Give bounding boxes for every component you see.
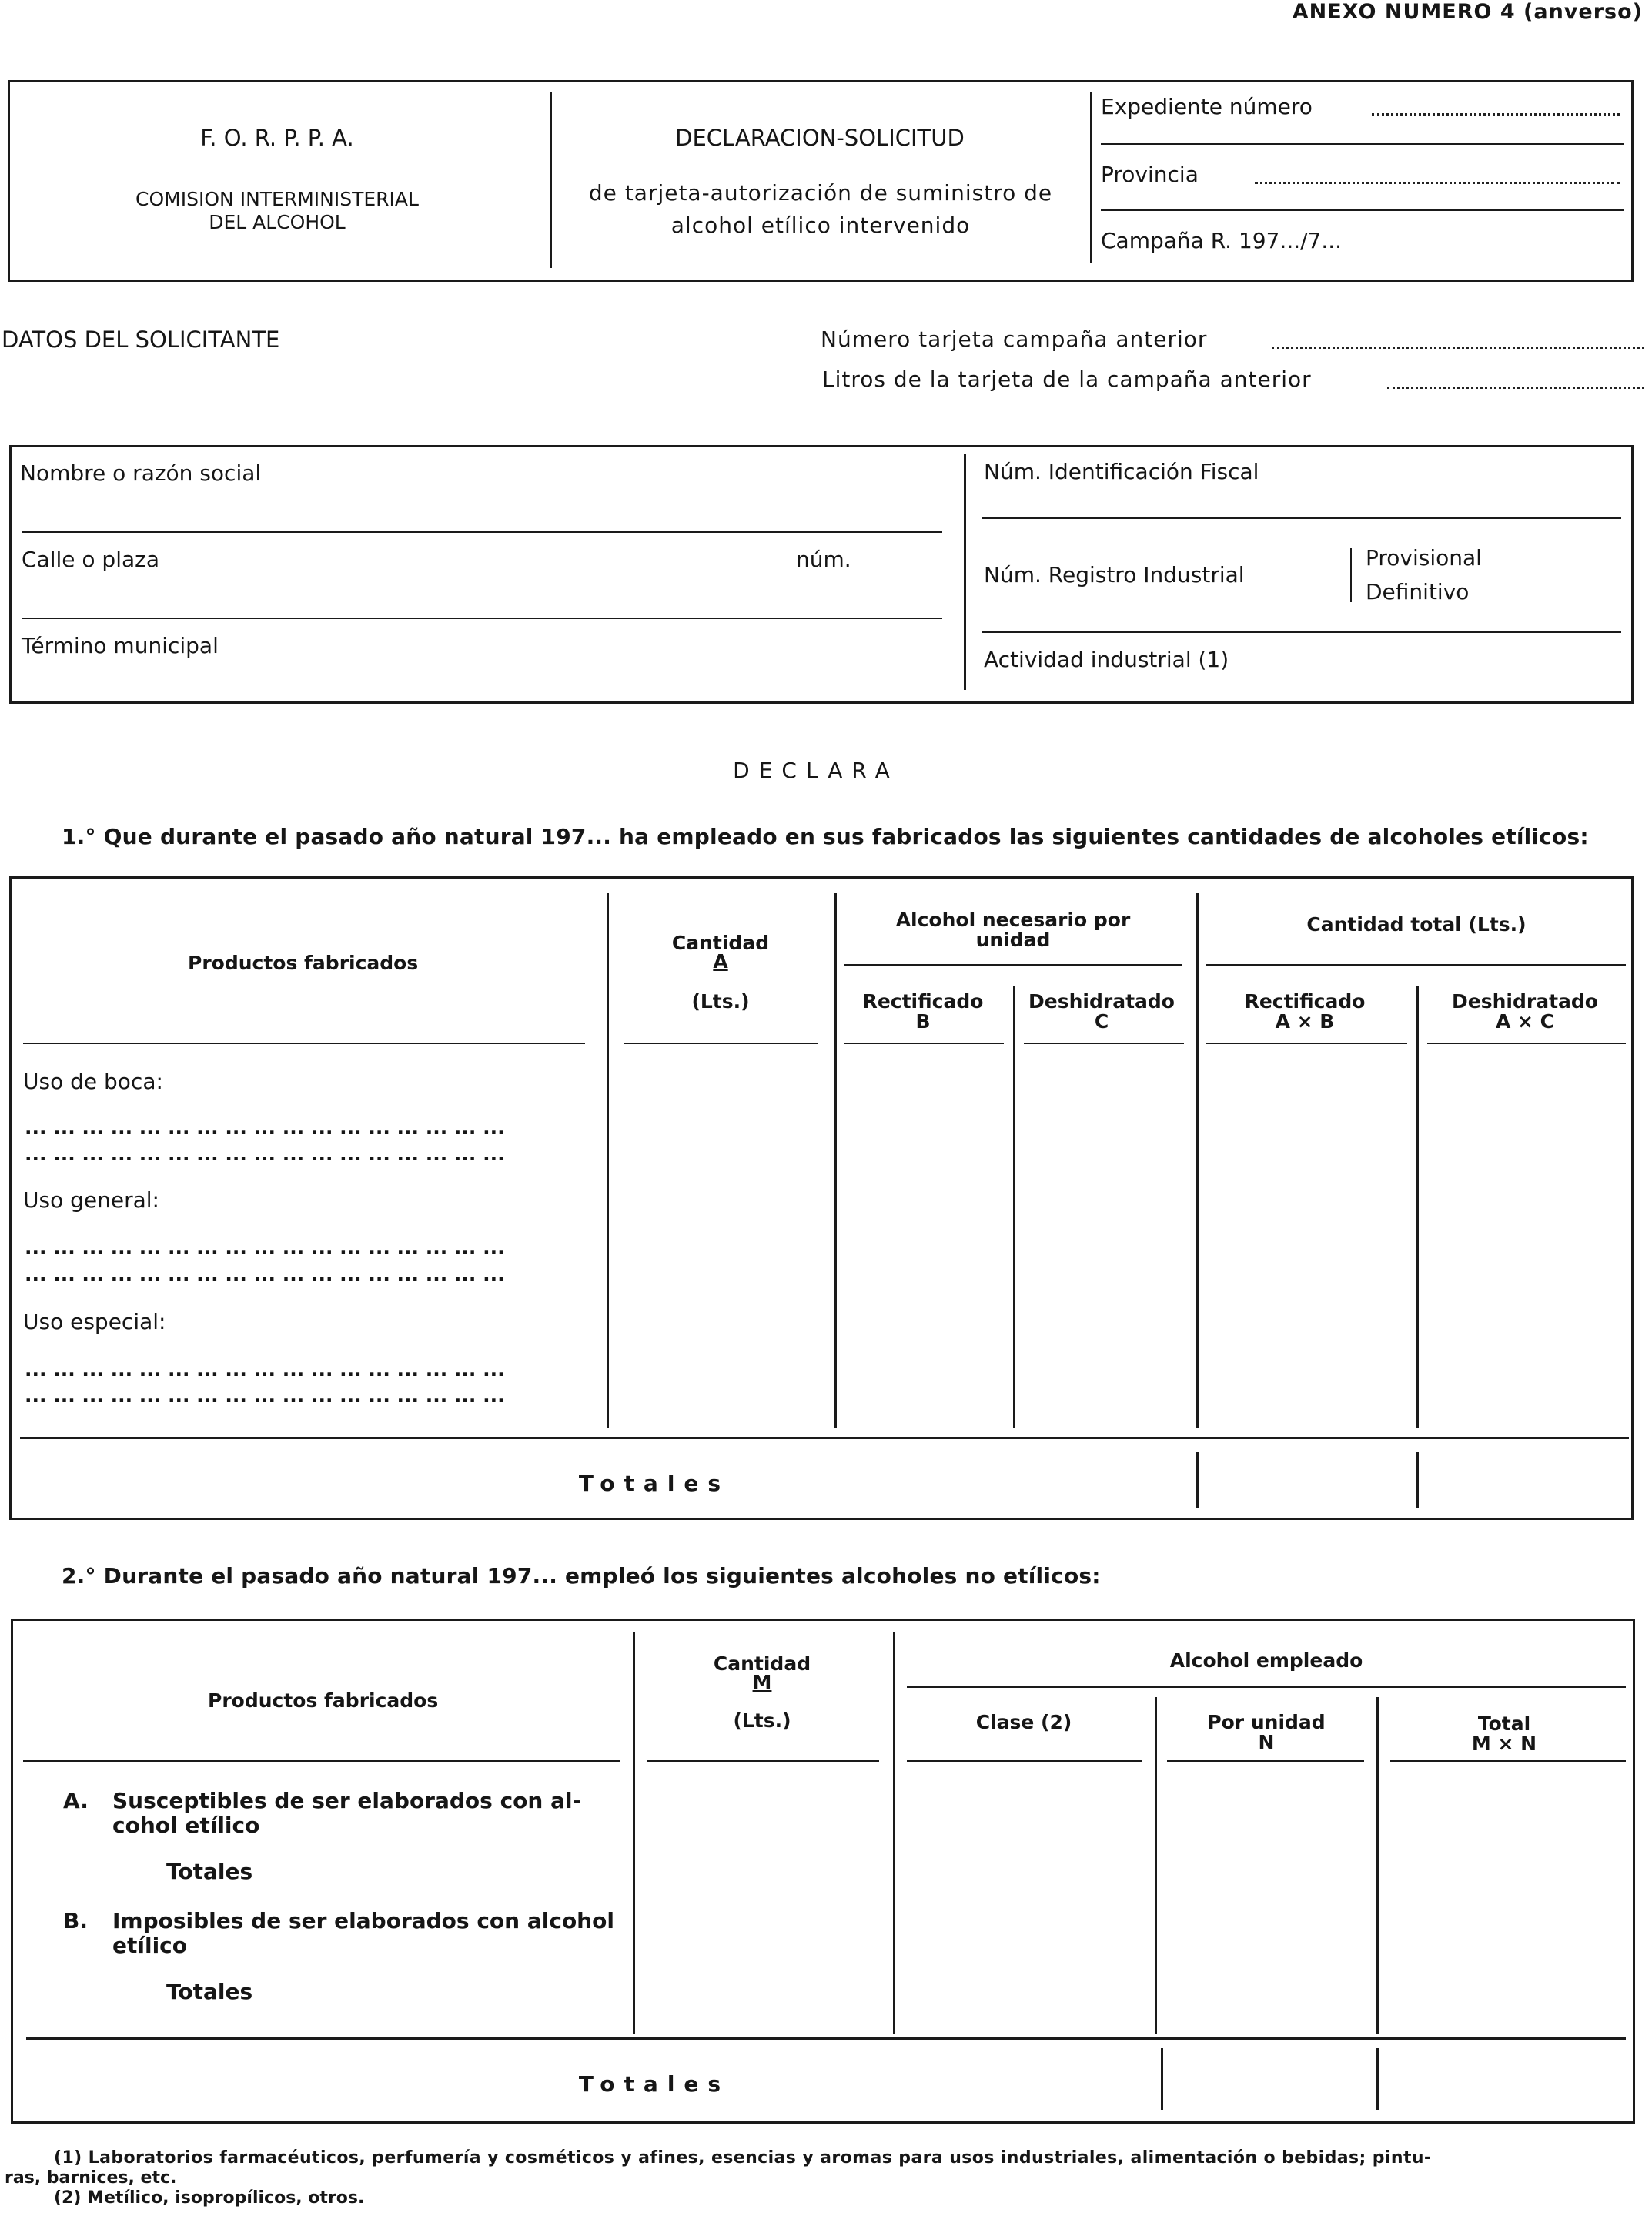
t1-col-cantidad-unit: (Lts.) [691, 990, 750, 1013]
t1-dots-especial-2[interactable]: ... ... ... ... ... ... ... ... ... ... ... ... ... ... ... ... ... [25, 1384, 505, 1407]
t1-col-total-rect: Rectificado [1244, 990, 1366, 1013]
t2-header-rule-5 [1390, 1760, 1626, 1762]
t1-alcohol-underline [844, 964, 1182, 966]
termino-label: Término municipal [22, 633, 219, 658]
provisional-option[interactable]: Provisional [1366, 545, 1482, 571]
t1-dots-boca-1[interactable]: ... ... ... ... ... ... ... ... ... ... ... ... ... ... ... ... ... [25, 1117, 505, 1139]
provincia-line [1101, 209, 1624, 211]
t2-col-alcohol-empleado: Alcohol empleado [1169, 1649, 1363, 1672]
t1-dots-especial-1[interactable]: ... ... ... ... ... ... ... ... ... ... ... ... ... ... ... ... ... [25, 1358, 505, 1381]
prev-card-liters-field[interactable] [1387, 387, 1644, 389]
t1-col-cantidad-sym: A [713, 950, 728, 973]
section2-heading: 2.° Durante el pasado año natural 197... empleó los siguientes alcoholes no etílicos: [62, 1563, 1101, 1589]
t1-vline-4 [1196, 893, 1199, 1428]
t2-totales: Totales [578, 2071, 731, 2097]
t1-col-total-rect-sym: A × B [1275, 1010, 1335, 1033]
t1-col-total-desh-sym: A × C [1495, 1010, 1555, 1033]
footnote-1-line2: ras, barnices, etc. [5, 2168, 177, 2188]
nombre-line[interactable] [22, 531, 942, 533]
t1-total-underline [1206, 964, 1626, 966]
t2-col-por-unidad-sym: N [1258, 1731, 1275, 1753]
applicant-divider [964, 454, 966, 690]
provincia-field[interactable] [1255, 182, 1620, 184]
registro-line [982, 631, 1621, 633]
calle-line[interactable] [22, 618, 942, 619]
t2-col-por-unidad: Por unidad [1207, 1711, 1326, 1733]
actividad-label: Actividad industrial (1) [984, 647, 1229, 672]
t2-col-cantidad: Cantidad [713, 1652, 811, 1675]
t1-col-deshidratado-sym: C [1094, 1010, 1109, 1033]
num-label: núm. [796, 547, 851, 572]
t1-totals-rule [20, 1437, 1629, 1439]
t1-header-rule-2 [624, 1043, 818, 1044]
t1-col-cantidad: Cantidad [671, 932, 770, 954]
t1-dots-general-1[interactable]: ... ... ... ... ... ... ... ... ... ... ... ... ... ... ... ... ... [25, 1237, 505, 1259]
t1-col-productos: Productos fabricados [188, 952, 419, 974]
t1-vline-2 [834, 893, 837, 1428]
t1-dots-boca-2[interactable]: ... ... ... ... ... ... ... ... ... ... ... ... ... ... ... ... ... [25, 1143, 505, 1165]
nif-line[interactable] [982, 517, 1621, 519]
t1-col-deshidratado: Deshidratado [1028, 990, 1175, 1013]
t2-col-cantidad-sym: M [752, 1671, 772, 1693]
t1-uso-boca: Uso de boca: [23, 1069, 163, 1094]
t1-uso-general: Uso general: [23, 1187, 159, 1213]
t1-vline-3 [1013, 986, 1015, 1428]
org-line1: COMISION INTERMINISTERIAL [135, 188, 419, 210]
t2-col-cantidad-unit: (Lts.) [733, 1709, 791, 1732]
t1-col-rectificado: Rectificado [862, 990, 984, 1013]
t2-col-total: Total [1477, 1712, 1531, 1735]
t1-totals-cell-2[interactable] [1416, 1452, 1419, 1508]
t2-col-productos: Productos fabricados [208, 1689, 439, 1712]
t2-header-rule-2 [647, 1760, 879, 1762]
calle-label: Calle o plaza [22, 547, 159, 572]
registro-brace [1350, 548, 1352, 602]
provincia-label: Provincia [1101, 162, 1199, 187]
definitivo-option[interactable]: Definitivo [1366, 579, 1470, 604]
t2-header-rule-1 [23, 1760, 620, 1762]
t1-header-rule-3 [844, 1043, 1004, 1044]
t2-row-b-totales: Totales [166, 1979, 253, 2004]
t1-header-rule-1 [23, 1043, 585, 1044]
t2-totals-rule [26, 2037, 1626, 2040]
header-divider-2 [1090, 92, 1092, 263]
footnote-1-line1: (1) Laboratorios farmacéuticos, perfumería y cosméticos y afines, esencias y aromas para usos industriales, alimentación o bebidas; pintu- [54, 2148, 1432, 2168]
expediente-label: Expediente número [1101, 94, 1313, 119]
nombre-label: Nombre o razón social [20, 460, 262, 486]
t2-totals-cell-2[interactable] [1376, 2048, 1379, 2110]
annex-label: ANEXO NUMERO 4 (anverso) [1292, 0, 1643, 24]
t2-row-a-line1: Susceptibles de ser elaborados con al- [112, 1788, 582, 1813]
t1-col-total-desh: Deshidratado [1452, 990, 1598, 1013]
t2-header-rule-4 [1167, 1760, 1364, 1762]
form-title: DECLARACION-SOLICITUD [675, 125, 965, 151]
section1-heading: 1.° Que durante el pasado año natural 197... ha empleado en sus fabricados las siguientes cantidades de alcoholes etílicos: [62, 824, 1589, 849]
t1-vline-1 [607, 893, 609, 1428]
t2-row-b-line2: etílico [112, 1933, 188, 1958]
declara-heading: DECLARA [733, 758, 899, 783]
prev-card-number-label: Número tarjeta campaña anterior [821, 326, 1208, 352]
t2-vline-1 [633, 1632, 635, 2034]
t2-col-clase: Clase (2) [975, 1711, 1072, 1733]
registro-label: Núm. Registro Industrial [984, 562, 1245, 588]
t2-vline-3 [1155, 1697, 1157, 2034]
campana-label: Campaña R. 197.../7... [1101, 228, 1343, 253]
expediente-field[interactable] [1372, 113, 1620, 116]
t1-dots-general-2[interactable]: ... ... ... ... ... ... ... ... ... ... ... ... ... ... ... ... ... [25, 1263, 505, 1285]
t1-header-rule-4 [1024, 1043, 1184, 1044]
t2-row-b-letter: B. [63, 1908, 88, 1933]
t1-uso-especial: Uso especial: [23, 1309, 166, 1334]
t1-header-rule-5 [1206, 1043, 1407, 1044]
header-divider-1 [550, 92, 552, 268]
t2-vline-4 [1376, 1697, 1379, 2034]
t2-totals-cell-1[interactable] [1161, 2048, 1163, 2110]
prev-card-number-field[interactable] [1272, 347, 1644, 349]
t1-col-rectificado-sym: B [915, 1010, 931, 1033]
t2-row-b-line1: Imposibles de ser elaborados con alcohol [112, 1908, 614, 1933]
nif-label: Núm. Identificación Fiscal [984, 459, 1259, 484]
t2-row-a-totales: Totales [166, 1859, 253, 1884]
t1-totals-cell-1[interactable] [1196, 1452, 1199, 1508]
form-subtitle-1: de tarjeta-autorización de suministro de [588, 180, 1053, 206]
t1-totales: Totales [578, 1471, 731, 1496]
t1-col-alcohol-unidad: Alcohol necesario por unidad [895, 909, 1131, 951]
applicant-section-title: DATOS DEL SOLICITANTE [2, 326, 280, 353]
t1-col-cantidad-total: Cantidad total (Lts.) [1306, 913, 1527, 936]
expediente-line [1101, 143, 1624, 145]
t2-header-rule-3 [907, 1760, 1142, 1762]
t2-col-total-sym: M × N [1471, 1733, 1537, 1755]
t2-vline-2 [893, 1632, 895, 2034]
t1-header-rule-6 [1427, 1043, 1626, 1044]
prev-card-liters-label: Litros de la tarjeta de la campaña anterior [822, 367, 1312, 392]
t1-vline-5 [1416, 986, 1419, 1428]
t2-row-a-line2: cohol etílico [112, 1813, 260, 1838]
t2-alcohol-underline [907, 1686, 1626, 1688]
form-subtitle-2: alcohol etílico intervenido [670, 213, 971, 238]
t2-row-a-letter: A. [63, 1788, 89, 1813]
org-abbr: F. O. R. P. P. A. [200, 125, 354, 151]
org-line2: DEL ALCOHOL [209, 211, 346, 233]
footnote-2: (2) Metílico, isopropílicos, otros. [54, 2188, 365, 2208]
